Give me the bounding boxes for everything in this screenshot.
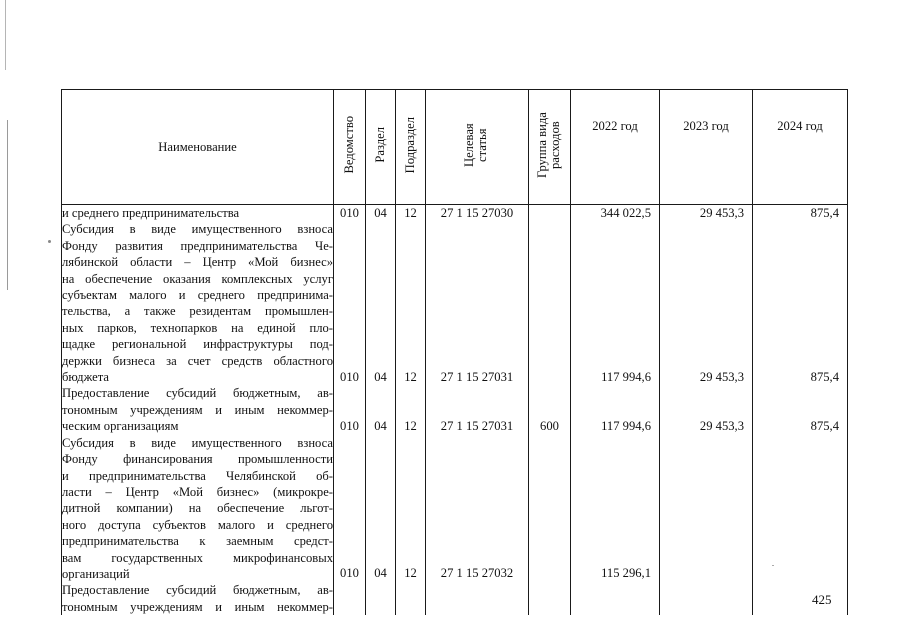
section-column <box>366 205 396 616</box>
section-value: 04 <box>374 370 387 384</box>
target-article-value: 27 1 15 27031 <box>440 419 514 433</box>
scan-edge-mark <box>7 120 8 290</box>
amount-2024: 875,4 <box>810 370 839 384</box>
target-article-value: 27 1 15 27032 <box>440 566 514 580</box>
amount-2022: 115 296,1 <box>601 566 651 580</box>
section-value: 04 <box>374 206 387 220</box>
name-line: лябинской области – Центр «Мой бизнес» <box>62 255 333 270</box>
name-column <box>62 205 334 616</box>
name-line: Фонду развития предпринимательства Че- <box>62 238 333 253</box>
name-line: Субсидия в виде имущественного взноса <box>62 222 333 237</box>
amount-2024: 875,4 <box>810 206 839 220</box>
department-column <box>334 205 366 616</box>
subsection-value: 12 <box>404 419 417 433</box>
subsection-value: 12 <box>404 566 417 580</box>
subsection-value: 12 <box>404 206 417 220</box>
header-expense-group: Группа вида расходов <box>529 90 571 205</box>
department-value: 010 <box>340 206 359 220</box>
name-line: щадке региональной инфраструктуры под- <box>62 337 333 352</box>
amount-2023: 29 453,3 <box>699 206 744 220</box>
table-header-row <box>62 90 848 205</box>
target-article-column <box>426 205 529 616</box>
name-line: ческим организациям <box>62 419 179 434</box>
name-line: дитной компании) на обеспечение льгот- <box>62 501 333 516</box>
year-2023-column <box>660 205 753 616</box>
department-value: 010 <box>340 370 359 384</box>
name-line: на обеспечение оказания комплексных услуг <box>62 271 333 286</box>
header-2023: 2023 год <box>660 90 753 205</box>
name-line: тономным учреждениям и иным некоммер- <box>62 402 333 417</box>
page-number: 425 <box>812 592 832 607</box>
name-line: ного доступа субъектов малого и среднего <box>62 517 333 532</box>
amount-2022: 344 022,5 <box>600 206 651 220</box>
budget-table <box>61 89 848 615</box>
expense-group-column <box>529 205 571 616</box>
name-line: и среднего предпринимательства <box>62 206 240 220</box>
name-line: Предоставление субсидий бюджетным, ав- <box>62 583 333 598</box>
section-value: 04 <box>374 419 387 433</box>
header-name: Наименование <box>62 90 334 205</box>
target-article-value: 27 1 15 27030 <box>440 206 514 220</box>
header-2024: 2024 год <box>753 90 848 205</box>
name-line: и предпринимательства Челябинской об- <box>62 468 333 483</box>
header-section: Раздел <box>366 90 396 205</box>
scan-edge-mark <box>5 0 6 70</box>
name-line: организаций <box>62 566 130 581</box>
name-line: бюджета <box>62 370 109 385</box>
name-line: вам государственных микрофинансовых <box>62 550 333 565</box>
scan-speck <box>48 240 51 243</box>
name-line: субъектам малого и среднего предпринима- <box>62 288 333 303</box>
header-subsection: Подраздел <box>396 90 426 205</box>
name-line: Субсидия в виде имущественного взноса <box>62 435 333 450</box>
year-2024-column <box>753 205 848 616</box>
amount-2023: 29 453,3 <box>699 370 744 384</box>
name-line: тономным учреждениям и иным некоммер- <box>62 599 333 614</box>
amount-2022: 117 994,6 <box>601 370 651 384</box>
name-line: тельства, а также резидентам промышлен- <box>62 304 333 319</box>
table-body-row <box>62 205 848 616</box>
department-value: 010 <box>340 566 359 580</box>
header-department: Ведомство <box>334 90 366 205</box>
name-line: держки бизнеса за счет средств областного <box>62 353 333 368</box>
year-2022-column <box>571 205 660 616</box>
header-2022: 2022 год <box>571 90 660 205</box>
subsection-column <box>396 205 426 616</box>
name-line: Фонду финансирования промышленности <box>62 452 333 467</box>
header-target-article: Целевая статья <box>426 90 529 205</box>
amount-2023: 29 453,3 <box>699 419 744 433</box>
section-value: 04 <box>374 566 387 580</box>
amount-2022: 117 994,6 <box>601 419 651 433</box>
subsection-value: 12 <box>404 370 417 384</box>
department-value: 010 <box>340 419 359 433</box>
target-article-value: 27 1 15 27031 <box>440 370 514 384</box>
name-line: предпринимательства к заемным средст- <box>62 534 333 549</box>
amount-2024: 875,4 <box>810 419 839 433</box>
name-line: Предоставление субсидий бюджетным, ав- <box>62 386 333 401</box>
expense-group-value: 600 <box>540 419 559 433</box>
name-line: ласти – Центр «Мой бизнес» (микрокре- <box>62 484 333 499</box>
name-line: ных парков, технопарков на единой пло- <box>62 320 333 335</box>
